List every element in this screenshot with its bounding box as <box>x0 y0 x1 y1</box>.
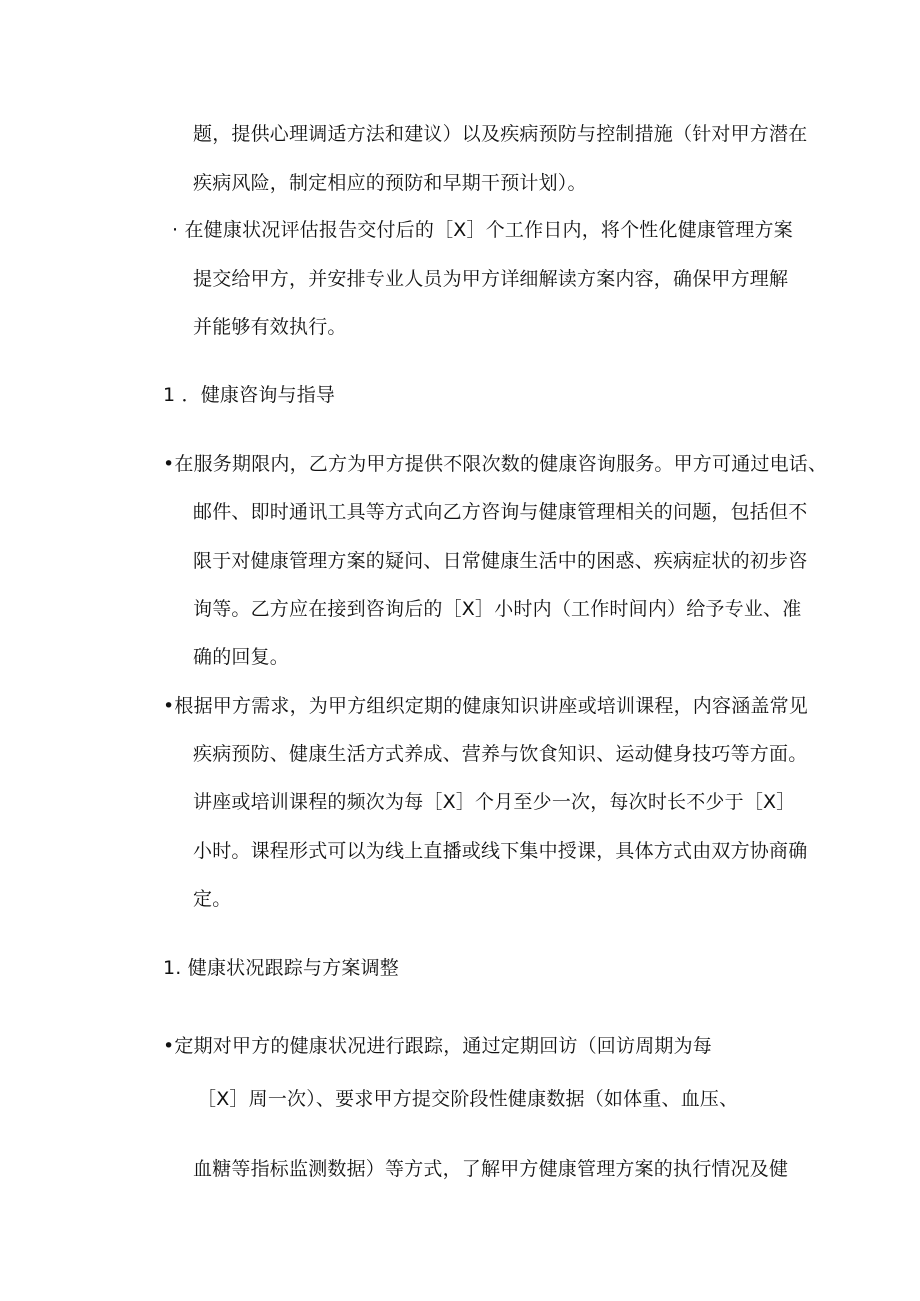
consult-bullet2-line-1: •根据甲方需求，为甲方组织定期的健康知识讲座或培训课程，内容涵盖常见 <box>163 695 809 717</box>
consult-bullet2-line-5: 定。 <box>193 888 232 910</box>
consult-bullet1-line-3: 限于对健康管理方案的疑问、日常健康生活中的困惑、疾病症状的初步咨 <box>193 550 808 572</box>
consult-bullet1-line-5: 确的回复。 <box>193 646 290 668</box>
consult-bullet1-line-4: 询等。乙方应在接到咨询后的［X］小时内（工作时间内）给予专业、准 <box>193 598 802 620</box>
intro-line-1: 题，提供心理调适方法和建议）以及疾病预防与控制措施（针对甲方潜在 <box>193 123 808 145</box>
tracking-bullet1-line-3: 血糖等指标监测数据）等方式，了解甲方健康管理方案的执行情况及健 <box>193 1158 789 1180</box>
consult-bullet2-line-3: 讲座或培训课程的频次为每［X］个月至少一次，每次时长不少于［X］ <box>193 791 796 813</box>
bullet-delivery-line-3: 并能够有效执行。 <box>193 316 347 338</box>
consult-bullet1-line-2: 邮件、即时通讯工具等方式向乙方咨询与健康管理相关的问题，包括但不 <box>193 501 808 523</box>
section-heading-tracking: 1. 健康状况跟踪与方案调整 <box>163 957 399 979</box>
tracking-bullet1-line-2: ［X］周一次）、要求甲方提交阶段性健康数据（如体重、血压、 <box>197 1088 739 1110</box>
bullet-delivery-line-1: · 在健康状况评估报告交付后的［X］个工作日内，将个性化健康管理方案 <box>172 219 793 241</box>
consult-bullet2-line-2: 疾病预防、健康生活方式养成、营养与饮食知识、运动健身技巧等方面。 <box>193 743 808 765</box>
bullet-delivery-line-2: 提交给甲方，并安排专业人员为甲方详细解读方案内容，确保甲方理解 <box>193 268 789 290</box>
intro-line-2: 疾病风险，制定相应的预防和早期干预计划）。 <box>193 172 587 194</box>
consult-bullet1-line-1: •在服务期限内，乙方为甲方提供不限次数的健康咨询服务。甲方可通过电话、 <box>163 453 828 475</box>
tracking-bullet1-line-1: •定期对甲方的健康状况进行跟踪，通过定期回访（回访周期为每 <box>163 1035 713 1057</box>
section-heading-consult: 1 ．健康咨询与指导 <box>163 384 336 406</box>
consult-bullet2-line-4: 小时。课程形式可以为线上直播或线下集中授课，具体方式由双方协商确 <box>193 840 808 862</box>
